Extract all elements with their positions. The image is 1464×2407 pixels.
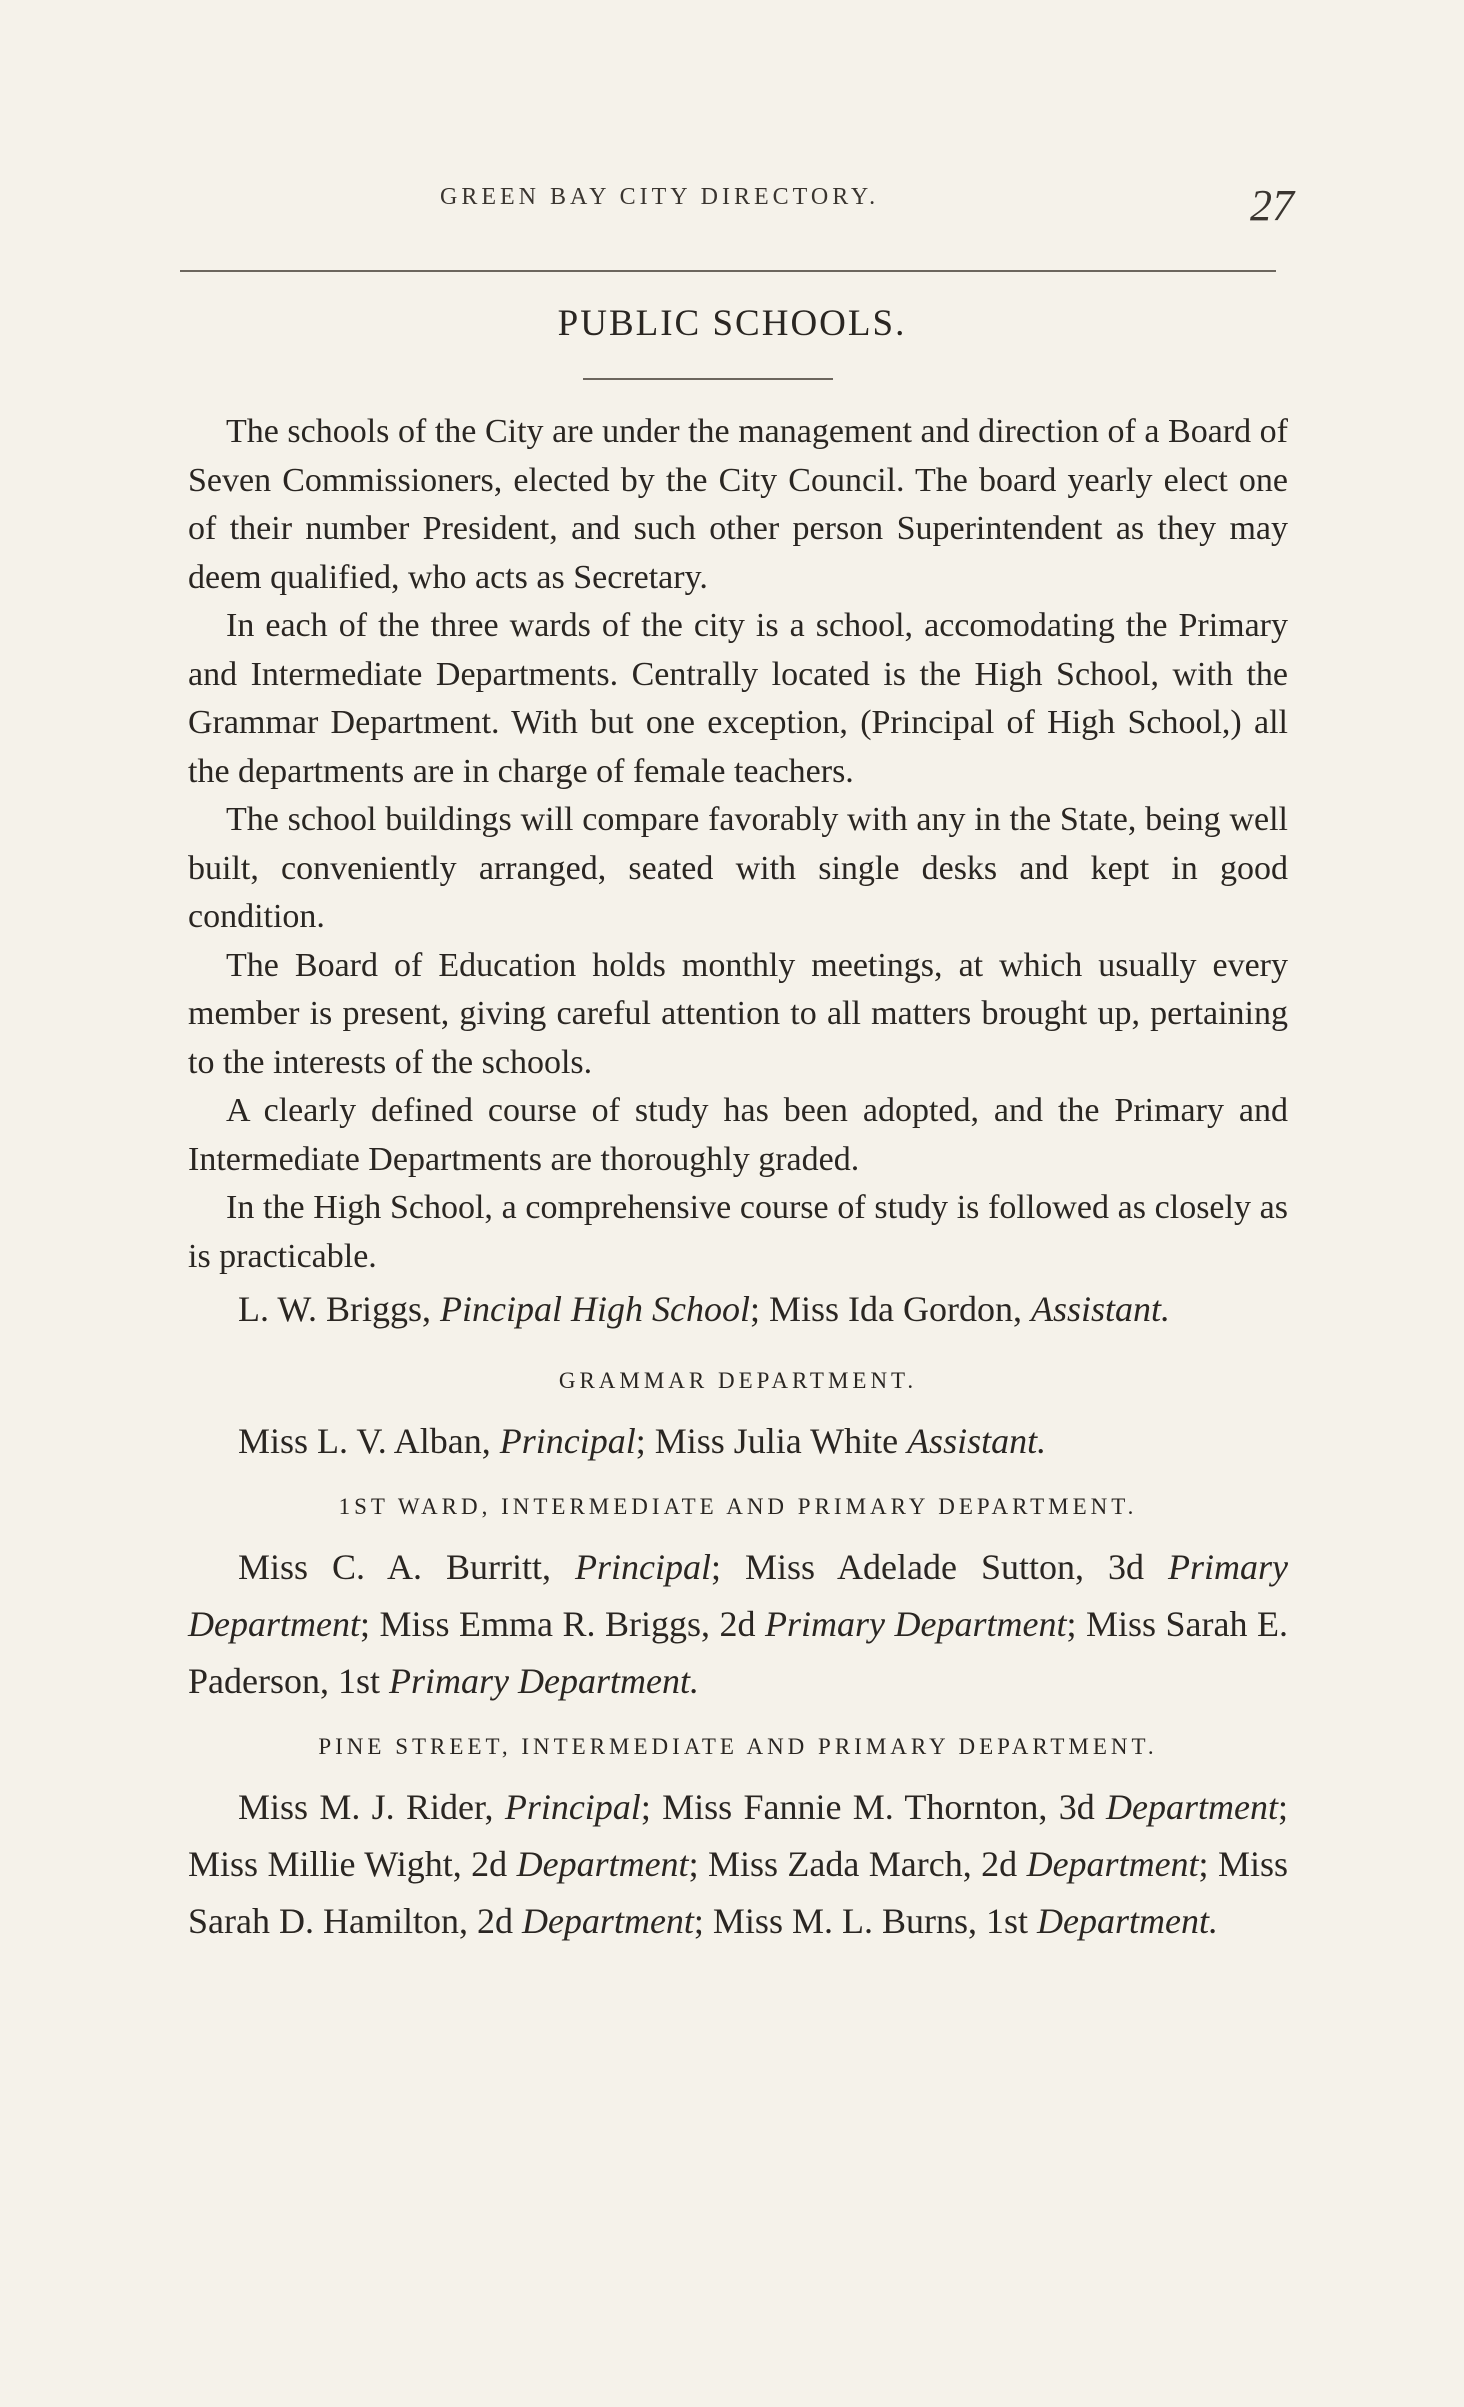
paragraph: The school buildings will compare favorably with any in the State, being well built, conveniently arranged, seated with single desks and kept in good condition. — [188, 801, 1288, 935]
staff-name: ; Miss Fannie M. Thornton, 3d — [640, 1787, 1107, 1827]
header-rule — [180, 270, 1276, 272]
staff-name: ; Miss Zada March, 2d — [688, 1844, 1027, 1884]
staff-role: Principal — [499, 1421, 636, 1461]
staff-role: Primary Department — [188, 1547, 1288, 1644]
page-number: 27 — [1250, 181, 1294, 230]
staff-role: Department — [1106, 1787, 1278, 1827]
staff-name: ; Miss Ida Gordon, — [750, 1289, 1031, 1329]
pine-street-staff — [188, 1779, 1288, 1950]
staff-name: ; Miss Julia White — [635, 1421, 908, 1461]
staff-role: Primary Department — [765, 1604, 1067, 1644]
staff-name: L. W. Briggs, — [238, 1289, 441, 1329]
high-school-staff — [188, 1281, 1288, 1338]
staff-role: Department — [521, 1901, 694, 1941]
section-heading: GRAMMAR DEPARTMENT. — [558, 1368, 918, 1393]
staff-name: ; Miss M. L. Burns, 1st — [693, 1901, 1037, 1941]
staff-role: Principal — [575, 1547, 712, 1587]
page-title: PUBLIC SCHOOLS. — [557, 303, 907, 344]
staff-role: Department — [516, 1844, 689, 1884]
paragraph: The schools of the City are under the management and direction of a Board of Seven Commissioners, elected by the City Council. The board yearly elect one of their number President, and such other person Superintendent as they may deem qualified, who acts as Secretary. — [188, 413, 1288, 596]
staff-name: Miss M. J. Rider, — [238, 1787, 505, 1827]
paragraph: A clearly defined course of study has been adopted, and the Primary and Intermediate Departments are thoroughly graded. — [188, 1092, 1288, 1178]
staff-name: ; Miss Emma R. Briggs, 2d — [359, 1604, 766, 1644]
first-ward-staff — [188, 1539, 1288, 1710]
paragraph: The Board of Education holds monthly meetings, at which usually every member is present, giving careful attention to all matters brought up, pertaining to the interests of the schools. — [188, 946, 1288, 1081]
staff-role: Assistant. — [1031, 1289, 1171, 1329]
staff-name: ; Miss Sarah D. Hamilton, 2d — [188, 1844, 1288, 1941]
paragraph: In each of the three wards of the city is a school, accomodating the Primary and Intermediate Departments. Centrally located is the High School, with the Grammar Department. With but one exception, (Principal of High School,) all the departments are in charge of female teachers. — [188, 607, 1288, 790]
staff-role: Principal — [504, 1787, 641, 1827]
staff-role: Department. — [1036, 1901, 1218, 1941]
staff-name: ; Miss Adelade Sutton, 3d — [711, 1547, 1168, 1587]
staff-roster — [188, 1281, 1288, 1950]
staff-name: Miss L. V. Alban, — [238, 1421, 500, 1461]
staff-name: ; Miss Sarah E. Paderson, 1st — [188, 1604, 1288, 1701]
staff-role: Department — [1026, 1844, 1199, 1884]
section-heading: PINE STREET, INTERMEDIATE AND PRIMARY DEPARTMENT. — [318, 1734, 1158, 1759]
running-head: GREEN BAY CITY DIRECTORY. — [440, 184, 880, 210]
staff-role: Assistant. — [907, 1421, 1047, 1461]
paragraph: In the High School, a comprehensive course of study is followed as closely as is practicable. — [188, 1189, 1288, 1275]
staff-role: Pincipal High School — [440, 1289, 750, 1329]
body-text — [188, 408, 1288, 1950]
staff-role: Primary Department. — [389, 1661, 699, 1701]
staff-name: Miss C. A. Burritt, — [238, 1547, 576, 1587]
section-heading: 1ST WARD, INTERMEDIATE AND PRIMARY DEPARTMENT. — [338, 1494, 1138, 1519]
title-rule — [583, 378, 833, 380]
staff-name: ; Miss Millie Wight, 2d — [188, 1787, 1288, 1884]
grammar-staff — [188, 1413, 1288, 1470]
